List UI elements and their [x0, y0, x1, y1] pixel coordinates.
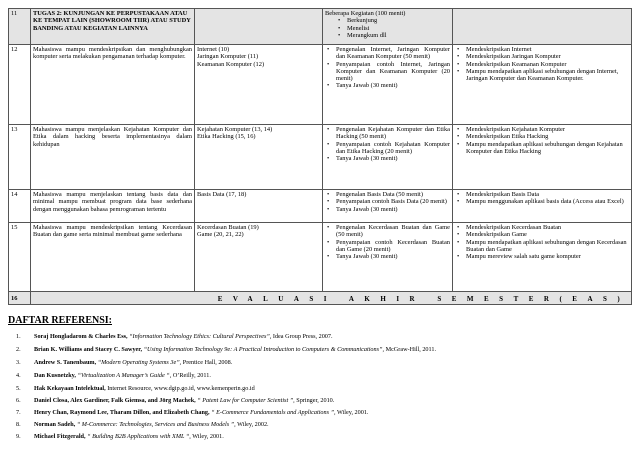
table-row [8, 124, 632, 189]
material-cell [194, 8, 322, 44]
list-item: • Mendeskripsikan Internet [466, 46, 629, 53]
reference-item: 4. Dan Kusnetzky, “Virtualization A Manager’s Guide “, O’Reilly, 2011. [16, 372, 211, 379]
list-item: • Berkunjung [347, 17, 450, 24]
syllabus-table [8, 8, 632, 304]
indicator-cell [452, 8, 632, 44]
list-item: • Penyampaian contoh Kejahatan Komputer dan Etika Hacking (20 menit) [336, 141, 450, 156]
row-number: 13 [8, 124, 30, 189]
list-item: • Mampu mendapatkan aplikasi sebuhungan dengan Internet, Jaringan Komputer dan Keamanan Komputer. [466, 68, 629, 83]
learning-objective: TUGAS 2: KUNJUNGAN KE PERPUSTAKAAN ATAU KE TEMPAT LAIN (SHOWROOM TIIR) ATAU STUDY BANDING ATAU KEGIATAN LAINNYA [30, 8, 194, 44]
list-item: • Mendeskripsikan Etika Hacking [466, 133, 629, 140]
table-row-final-exam [8, 291, 632, 305]
table-row [8, 189, 632, 222]
indicator-cell [452, 189, 632, 222]
material-item: Internet (10) [197, 46, 230, 53]
list-item: • Merangkum dll [347, 32, 450, 39]
final-exam-cell [30, 291, 632, 305]
list-item: • Mendeskripsikan Game [466, 231, 629, 238]
final-exam-label: EVALUASI AKHIR SEMESTER(EAS) [217, 295, 631, 303]
list-item: • Mendeskripsikan Jaringan Komputer [466, 53, 629, 60]
material-item: Keamanan Komputer (12) [197, 60, 265, 68]
list-item: • Mampu menggunakan aplikasi basis data (Access atau Excel) [466, 198, 629, 205]
reference-item: 5. Hak Kekayaan Intelektual, Internet Resource, www.dgip.go.id, www.kemenperin.go.id [16, 385, 255, 392]
material-item: Etika Hacking (15, 16) [197, 133, 256, 141]
reference-item: 6. Daniel Closa, Alex Gardiner, Falk Giemsa, and Jörg Machek, “ Patent Law for Computer Scientist ”, Springer, 2010. [16, 397, 335, 404]
list-item: • Pengenalan Kejahatan Komputer dan Etika Hacking (50 menit) [336, 126, 450, 141]
list-item: • Mendeskripsikan Kejahatan Komputer [466, 126, 629, 133]
list-item: • Mampu mereview salah satu game komputer [466, 253, 629, 260]
activity-cell [322, 222, 452, 291]
list-item: • Mendeskripsikan Kecerdasan Buatan [466, 224, 629, 231]
reference-item: 7. Henry Chan, Raymond Lee, Tharam Dillon, and Elizabeth Chang, “ E-Commerce Fundamentals and Applications ”, Wiley, 2001. [16, 409, 369, 416]
reference-item: 3. Andrew S. Tanenbaum, “Modern Operating Systems 3e”, Prentice Hall, 2008. [16, 359, 233, 366]
list-item: • Tanya Jawab (30 menit) [336, 253, 450, 260]
reference-item: 8. Norman Sadeh, “ M-Commerce: Technologies, Services and Business Models ”, Wiley, 2002. [16, 421, 269, 428]
material-cell [194, 124, 322, 189]
list-item: • Tanya Jawab (30 menit) [336, 155, 450, 162]
material-item: Kejahatan Komputer (13, 14) [197, 126, 273, 133]
list-item: • Pengenalan Internet, Jaringan Komputer dan Keamanan Komputer (50 menit) [336, 46, 450, 61]
material-cell [194, 189, 322, 222]
list-item: • Menelisi [347, 25, 450, 32]
reference-item: 1. Soraj Hongladarom & Charles Ess, “Information Technology Ethics: Cultural Perspectives”, Idea Group Press, 2007. [16, 333, 333, 340]
learning-objective: Mahasiswa mampu mendeskripsikan tentang Kecerdasan Buatan dan game serta minimal membuat game sederhana [30, 222, 194, 291]
material-cell [194, 222, 322, 291]
reference-item: 2. Brian K. Williams and Stacey C. Sawyer, “Using Information Technology 9e: A Practical Introduction to Computers & Communications”, McGraw-Hill, 2011. [16, 346, 437, 353]
row-number: 12 [8, 44, 30, 124]
row-number: 11 [8, 8, 30, 44]
material-item: Game (20, 21, 22) [197, 231, 244, 239]
list-item: • Mendeskripsikan Basis Data [466, 191, 629, 198]
table-row [8, 222, 632, 291]
reference-item: 9. Michael Fitzgerald, “ Building B2B Applications with XML “, Wiley, 2001. [16, 433, 224, 440]
learning-objective: Mahasiswa mampu menjelaskan tentang basis data dan minimal mampu membuat program data base sederhana dengan menggunakan bahasa pemrograman tertentu [30, 189, 194, 222]
references-heading: DAFTAR REFERENSI: [8, 315, 112, 326]
list-item: • Penyampaian contoh Basis Data (20 menit) [336, 198, 450, 205]
activity-cell [322, 189, 452, 222]
learning-objective: Mahasiswa mampu mendeskripsikan dan menghubungkan komputer serta melakukan pengamanan terhadap komputer. [30, 44, 194, 124]
list-item: • Pengenalan Kecerdasan Buatan dan Game (50 menit) [336, 224, 450, 239]
indicator-cell [452, 124, 632, 189]
row-number: 16 [8, 291, 30, 305]
list-item: • Pengenalan Basis Data (50 menit) [336, 191, 450, 198]
material-item: Basis Data (17, 18) [197, 191, 247, 198]
table-row [8, 8, 632, 44]
list-item: • Mampu mendapatkan aplikasi sebuhungan dengan Kejahatan Komputer dan Etika Hacking [466, 141, 629, 156]
list-item: • Mendeskripsikan Keamanan Komputer [466, 61, 629, 68]
indicator-cell [452, 44, 632, 124]
list-item: • Penyampaian contoh Internet, Jaringan Komputer dan Keamanan Komputer (20 menit) [336, 61, 450, 83]
material-item: Kecerdasan Buatan (19) [197, 224, 259, 231]
row-number: 14 [8, 189, 30, 222]
material-item: Jaringan Komputer (11) [197, 53, 259, 61]
list-item: • Penyampaian contoh Kecerdasan Buatan dan Game (20 menit) [336, 239, 450, 254]
table-row [8, 44, 632, 124]
list-item: • Tanya Jawab (30 menit) [336, 206, 450, 213]
activity-cell [322, 8, 452, 44]
material-cell [194, 44, 322, 124]
activity-heading: Beberapa Kegiatan (100 menit) [325, 10, 406, 17]
learning-objective: Mahasiswa mampu menjelaskan Kejahatan Komputer dan Etika dalam hacking beserta implementasinya dalam kehidupan [30, 124, 194, 189]
row-number: 15 [8, 222, 30, 291]
activity-cell [322, 124, 452, 189]
list-item: • Tanya Jawab (30 menit) [336, 82, 450, 89]
indicator-cell [452, 222, 632, 291]
activity-cell [322, 44, 452, 124]
list-item: • Mampu mendapatkan aplikasi sebuhungan dengan Kecerdasan Buatan dan Game [466, 239, 629, 254]
